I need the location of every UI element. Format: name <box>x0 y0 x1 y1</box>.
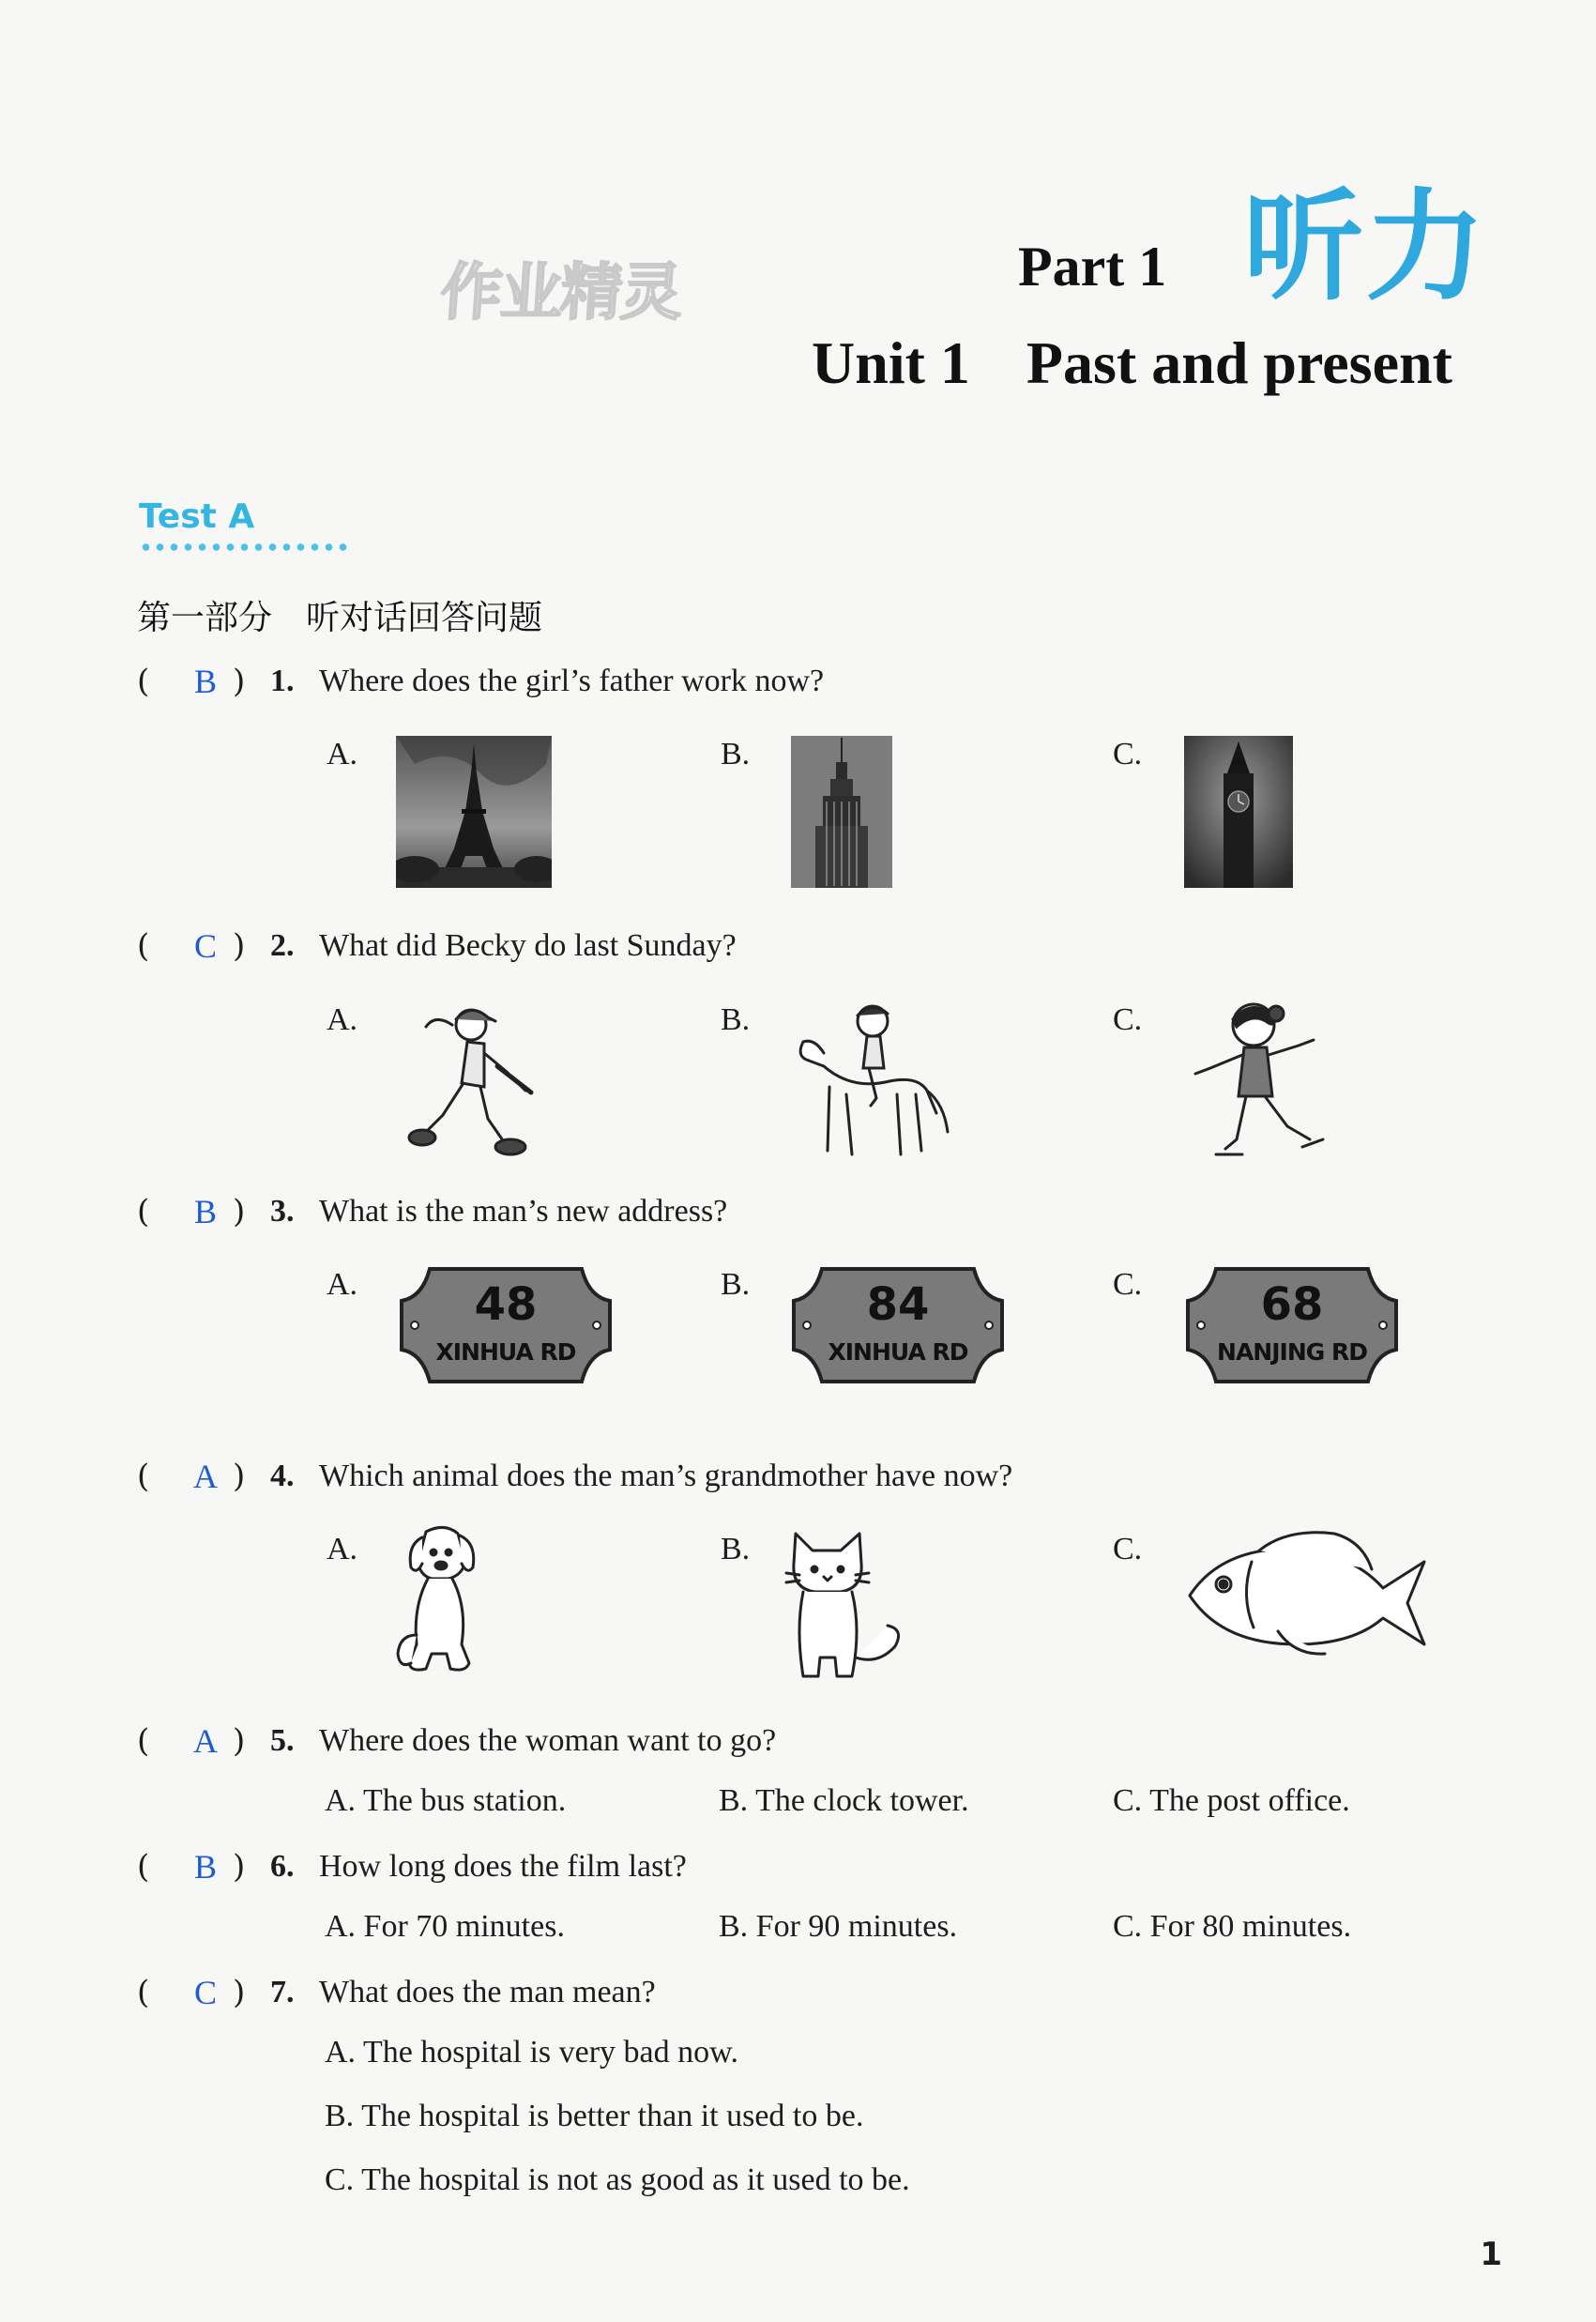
question-text: What does the man mean? <box>319 1975 656 2009</box>
girl-playing-baseball <box>394 1001 535 1158</box>
question-number: 7. <box>270 1975 295 2009</box>
option-c: C. The hospital is not as good as it used to be. <box>325 2162 910 2197</box>
option-a: A. The hospital is very bad now. <box>325 2035 738 2070</box>
answer-7: C <box>193 1974 217 2011</box>
section-title: 第一部分 听对话回答问题 <box>137 599 543 637</box>
option-c: C. The post office. <box>1113 1783 1350 1818</box>
option-label-b: B. <box>721 1267 751 1302</box>
answer-6: B <box>193 1848 217 1886</box>
question-number: 6. <box>270 1849 295 1884</box>
paren-open: ( <box>137 927 150 965</box>
option-label-c: C. <box>1113 1267 1143 1302</box>
question-7 <box>137 1969 656 2016</box>
question-number: 4. <box>270 1459 295 1493</box>
paren-close: ) <box>233 663 246 700</box>
watermark: 作业精灵 <box>437 256 684 328</box>
sign-street: XINHUA RD <box>435 1338 576 1366</box>
girl-riding-horse <box>786 1001 951 1162</box>
option-b: B. For 90 minutes. <box>719 1909 958 1944</box>
question-text: Where does the girl’s father work now? <box>319 664 825 698</box>
answer-4: A <box>193 1458 218 1495</box>
option-a: A. The bus station. <box>325 1783 567 1818</box>
sign-number: 68 <box>1260 1278 1324 1331</box>
option-b: B. The clock tower. <box>719 1783 969 1818</box>
part-chinese-title: 听力 <box>1243 177 1488 317</box>
sign-number: 84 <box>866 1278 930 1331</box>
page-number: 1 <box>1480 2236 1502 2273</box>
sign-number: 48 <box>474 1278 538 1331</box>
paren-open: ( <box>137 663 150 700</box>
paren-open: ( <box>137 1848 150 1886</box>
sign-street: XINHUA RD <box>828 1338 968 1366</box>
option-label-c: C. <box>1113 737 1143 771</box>
big-ben-photo <box>1184 736 1293 888</box>
question-text: What did Becky do last Sunday? <box>319 928 737 963</box>
question-2 <box>137 923 737 970</box>
unit-name: Past and present <box>1026 329 1452 396</box>
option-label-c: C. <box>1113 1532 1143 1566</box>
option-b: B. The hospital is better than it used to be. <box>325 2099 864 2133</box>
paren-open: ( <box>137 1722 150 1760</box>
paren-open: ( <box>137 1193 150 1230</box>
paren-close: ) <box>233 1193 246 1230</box>
address-sign-a <box>398 1265 614 1385</box>
unit-title <box>812 328 1452 398</box>
dotted-underline <box>139 542 351 552</box>
option-label-b: B. <box>721 737 751 771</box>
paren-open: ( <box>137 1458 150 1495</box>
option-label-b: B. <box>721 1002 751 1037</box>
question-6 <box>137 1843 687 1890</box>
sign-street: NANJING RD <box>1217 1338 1367 1366</box>
answer-2: C <box>193 927 217 965</box>
question-text: What is the man’s new address? <box>319 1194 728 1229</box>
address-sign-b <box>790 1265 1006 1385</box>
question-4 <box>137 1453 1012 1500</box>
part-title: Part 1 <box>1018 236 1167 298</box>
question-3 <box>137 1188 727 1235</box>
address-sign-c <box>1184 1265 1400 1385</box>
question-text: Which animal does the man’s grandmother have now? <box>319 1459 1013 1493</box>
option-label-b: B. <box>721 1532 751 1566</box>
cat-icon <box>784 1526 910 1680</box>
question-number: 3. <box>270 1194 295 1229</box>
fish-icon <box>1184 1528 1430 1669</box>
question-5 <box>137 1718 776 1764</box>
unit-number: Unit 1 <box>812 329 970 396</box>
paren-close: ) <box>233 1974 246 2011</box>
question-text: Where does the woman want to go? <box>319 1723 777 1758</box>
option-a: A. For 70 minutes. <box>325 1909 565 1944</box>
question-1 <box>137 658 824 705</box>
question-number: 1. <box>270 664 295 698</box>
paren-close: ) <box>233 1848 246 1886</box>
question-text: How long does the film last? <box>319 1849 687 1884</box>
paren-close: ) <box>233 927 246 965</box>
question-number: 5. <box>270 1723 295 1758</box>
eiffel-tower-photo <box>396 736 552 888</box>
option-label-a: A. <box>327 737 358 771</box>
option-label-c: C. <box>1113 1002 1143 1037</box>
answer-1: B <box>193 663 217 700</box>
dog-icon <box>390 1522 484 1682</box>
answer-5: A <box>193 1722 218 1760</box>
paren-open: ( <box>137 1974 150 2011</box>
option-label-a: A. <box>327 1532 358 1566</box>
question-number: 2. <box>270 928 295 963</box>
test-label: Test A <box>139 497 255 536</box>
empire-state-building-photo <box>791 736 892 888</box>
option-c: C. For 80 minutes. <box>1113 1909 1352 1944</box>
option-label-a: A. <box>327 1002 358 1037</box>
answer-3: B <box>193 1193 217 1230</box>
option-label-a: A. <box>327 1267 358 1302</box>
paren-close: ) <box>233 1458 246 1495</box>
paren-close: ) <box>233 1722 246 1760</box>
girl-ice-skating <box>1182 999 1325 1162</box>
